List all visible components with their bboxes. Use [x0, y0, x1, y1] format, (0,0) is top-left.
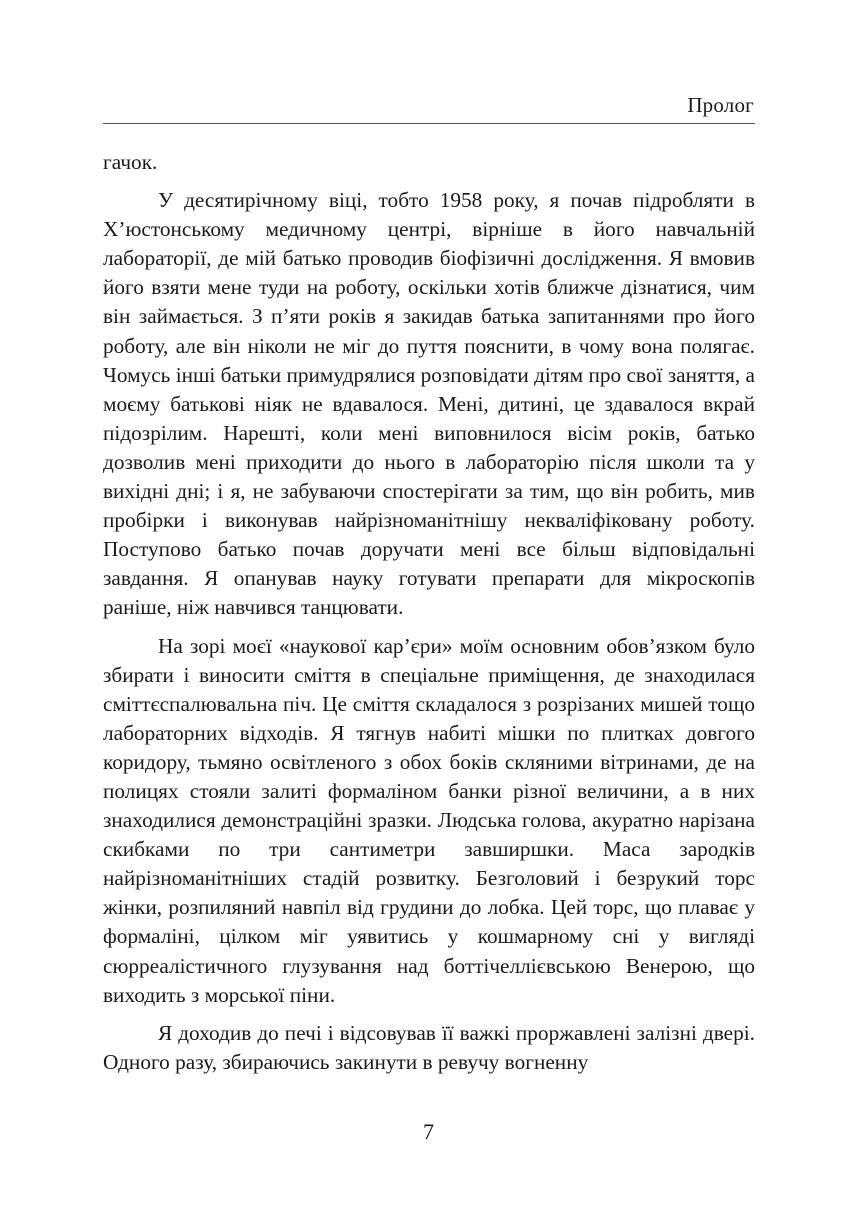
body-text — [103, 148, 755, 1077]
header-rule — [103, 123, 755, 124]
paragraph-continuation: гачок. — [103, 150, 158, 174]
paragraph: Я доходив до печі і відсовував її важкі проржавлені залізні двері. Одного разу, збираючись закинути в ревучу вогненну — [103, 1020, 755, 1074]
running-title: Пролог — [687, 93, 754, 117]
paragraph: У десятирічному віці, тобто 1958 року, я почав підробляти в Х’юстонському медичному центрі, вірніше в його навчальній лабораторії, де мій батько проводив біофізичні дослідження. Я вмовив його взяти мене туди на роботу, оскільки хотів ближче дізнатися, чим він займається. З п’яти років я закидав батька запитаннями про його роботу, але він ніколи не міг до пуття пояснити, в чому вона полягає. Чомусь інші батьки примудрялися розповідати дітям про свої заняття, а моєму батькові ніяк не вдавалося. Мені, дитині, це здавалося вкрай підозрілим. Нарешті, коли мені виповнилося вісім років, батько дозволив мені приходити до нього в лабораторію після школи та у вихідні дні; і я, не забуваючи спостерігати за тим, що він робить, мив пробірки і виконував найрізноманітнішу некваліфіковану роботу. Поступово батько почав доручати мені все більш відповідальні завдання. Я опанував науку готувати препарати для мікроскопів раніше, ніж навчився танцювати. — [103, 188, 756, 620]
paragraph: На зорі моєї «наукової кар’єри» моїм основним обов’язком було збирати і виносити сміття в спеціальне приміщення, де знаходилася сміттєспалювальна піч. Це сміття складалося з розрізаних мишей тощо лабораторних відходів. Я тягнув набиті мішки по плитках довгого коридору, тьмяно освітленого з обох боків скляними вітринами, де на полицях стояли залиті формаліном банки різної величини, а в них знаходилися демонстраційні зразки. Людська голова, акуратно нарізана скибками по три сантиметри завширшки. Маса зародків найрізноманітніших стадій розвитку. Безголовий і безрукий торс жінки, розпиляний навпіл від грудини до лобка. Цей торс, що плаває у формаліні, цілком міг уявитись у кошмарному сні у вигляді сюрреалістичного глузування над боттічеллієвською Венерою, що виходить з морської піни. — [103, 633, 755, 1007]
page-number: 7 — [423, 1119, 434, 1144]
